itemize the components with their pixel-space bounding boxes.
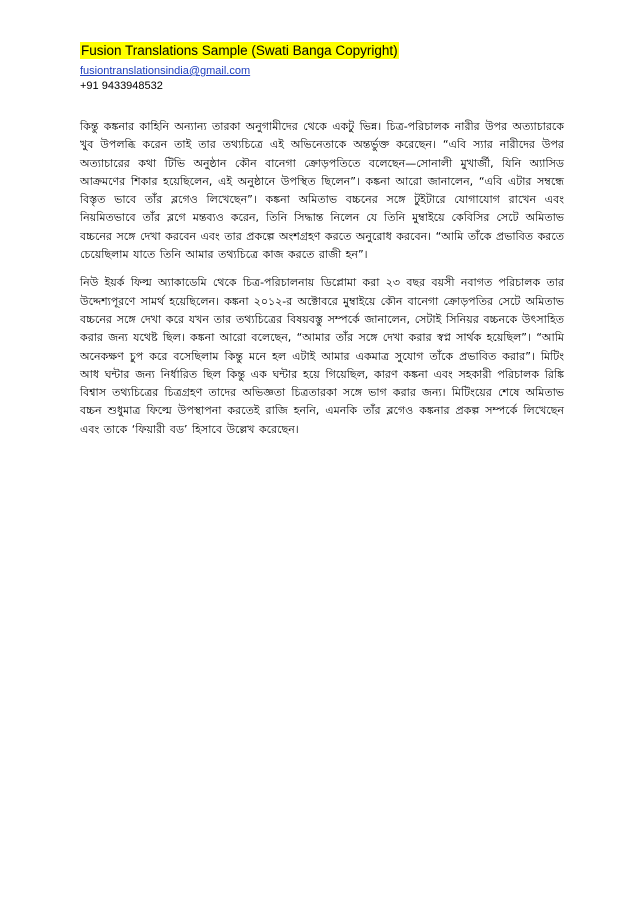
document-header [80,40,564,94]
header-title: Fusion Translations Sample (Swati Banga Copyright) [81,43,398,58]
document-page [80,40,564,449]
email-link[interactable]: fusiontranslationsindia@gmail.com [80,65,251,77]
phone-number: +91 9433948532 [80,80,163,92]
paragraph-1: কিন্তু কঙ্কনার কাহিনি অন্যান্য তারকা অনুগামীদের থেকে একটু ভিন্ন। চিত্র-পরিচালক নারীর উপর অত্যাচারকে খুব উপলব্ধি করেন তাই তার তথ্যচিত্রে এই অভিনেতাকে অন্তর্ভুক্ত করেছেন। “এবি স্যার নারীদের উপর অত্যাচারের কথা টিভি অনুষ্ঠান কৌন বানেগা ক্রোড়পতিতে বলেছেন—সোনালী মুখার্জী, যিনি অ্যাসিড আক্রমণের শিকার হয়েছিলেন, এই অনুষ্ঠানে উপস্থিত ছিলেন”। কঙ্কনা আরো জানালেন, “এবি এটার সম্বন্ধে বিস্তৃত ভাবে তাঁর ব্লগেও লিখেছেন”। কঙ্কনা অমিতাভ বচ্চনের সঙ্গে টুইটারে যোগাযোগ রাখেন এবং নিয়মিতভাবে তাঁর ব্লগে মন্তব্যও করেন, তিনি সিদ্ধান্ত নিলেন যে তিনি মুম্বাইয়ে কেবিসির সেটে অমিতাভ বচ্চনের সঙ্গে দেখা করবেন এবং তার প্রকল্পে অংশগ্রহণ করতে অনুরোধ করবেন। “আমি তাঁকে প্রভাবিত করতে চেয়েছিলাম যাতে তিনি আমার তথ্যচিত্রে কাজ করতে রাজী হন”। [80,120,564,262]
document-body [80,118,564,439]
paragraph-2: নিউ ইয়র্ক ফিল্ম অ্যাকাডেমি থেকে চিত্র-পরিচালনায় ডিপ্লোমা করা ২৩ বছর বয়সী নবাগত পরিচালক তার উদ্দেশ্যপূরণে সামর্থ হয়েছিলেন। কঙ্কনা ২০১২-র অক্টোবরে মুম্বাইয়ে কৌন বানেগা ক্রোড়পতির সেটে অমিতাভ বচ্চনের সঙ্গে দেখা করে যখন তার তথ্যচিত্রের বিষয়বস্তু সম্পর্কে জানালেন, সেটাই সিনিয়র বচ্চনকে উৎসাহিত করার জন্য যথেষ্ট ছিল। কঙ্কনা আরো বলেছেন, “আমার তাঁর সঙ্গে দেখা করার স্বপ্ন সার্থক হয়েছিল”। “আমি অনেকক্ষণ চুপ করে বসেছিলাম কিন্তু মনে হল এটাই আমার একমাত্র সুযোগ তাঁকে প্রভাবিত করার”। মিটিং আধ ঘন্টার জন্য নির্ধারিত ছিল কিন্তু এক ঘন্টার হয়ে গিয়েছিল, কারণ কঙ্কনা এবং সহকারী পরিচালক রিঙ্কি বিশ্বাস তথ্যচিত্রের চিত্রগ্রহণ তাদের অভিজ্ঞতা চিত্রতারকা সঙ্গে ভাগ করার জন্য। মিটিংয়ের শেষে অমিতাভ বচ্চন শুধুমাত্র ফিল্মে উপস্থাপনা করতেই রাজি হননি, এমনকি তাঁর ব্লগেও কঙ্কনার প্রকল্প সম্পর্কে লিখেছেন এবং তাকে ‘ফিয়ারী বড’ হিসাবে উল্লেখ করেছেন। [80,276,564,436]
